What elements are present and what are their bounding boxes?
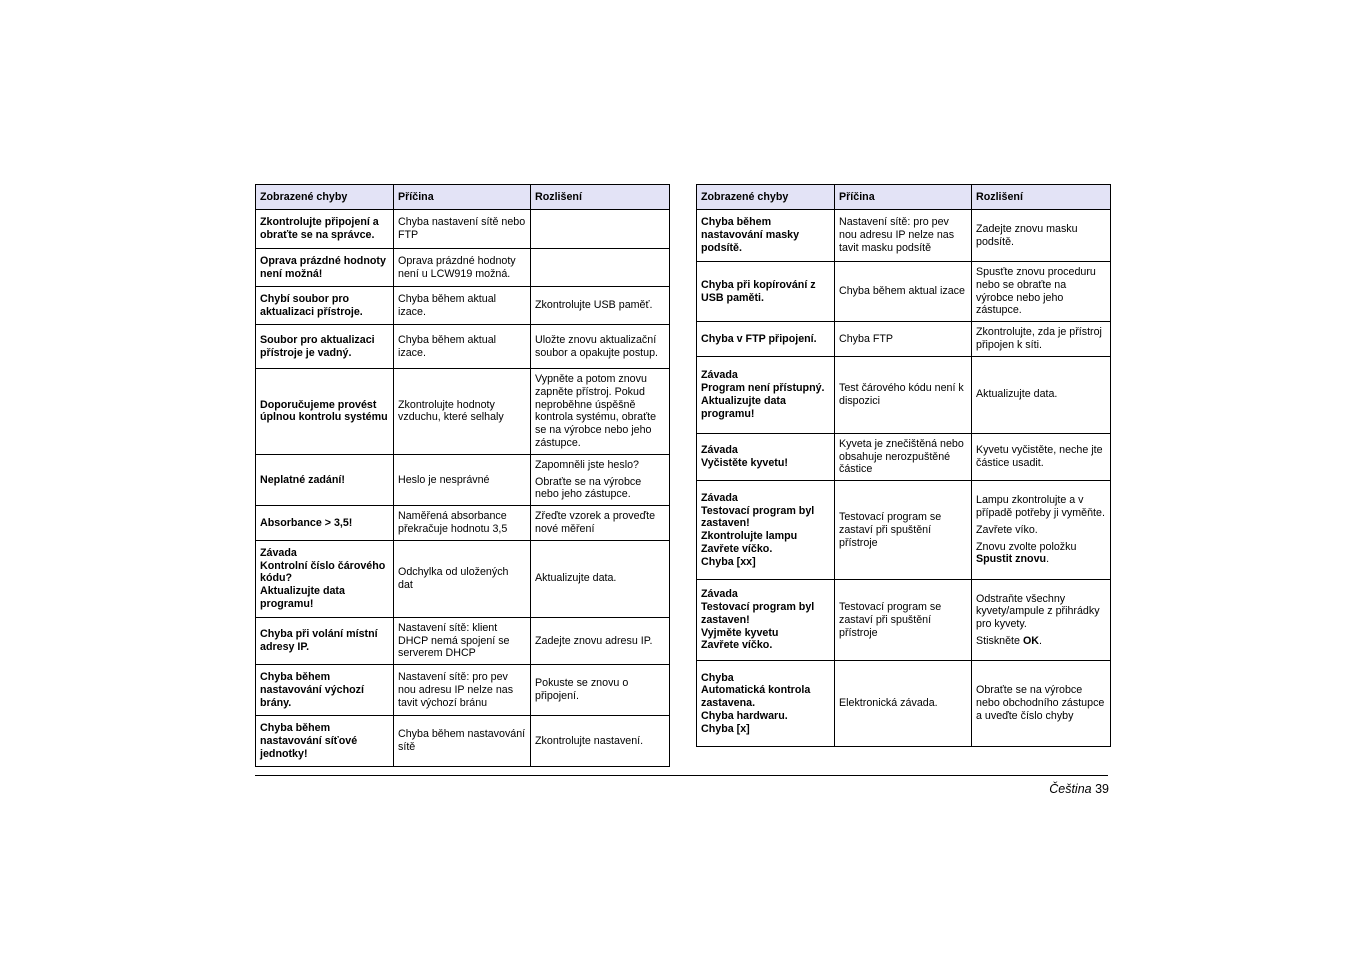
header-displayed-errors: Zobrazené chyby [256,185,394,210]
cell-text: Závada [701,588,738,601]
cell-text: Chyba [xx] [701,555,756,568]
cell-error [256,369,394,455]
cell-text: Obraťte se na výrobce nebo obchodního zástupce a uveďte číslo chyby [976,684,1105,723]
cell-text: Závada [701,491,738,504]
cell-text: Testovací program se zastaví při spuštění přístroje [839,510,942,549]
cell-text: Zapomněli jste heslo? [535,458,639,471]
cell-error [697,580,835,661]
cell-resolution [531,210,670,249]
cell-cause [835,210,972,262]
cell-text: Chyba hardwaru. [701,710,788,723]
table-header-row [697,185,1111,210]
cell-error [256,325,394,369]
cell-cause [394,617,531,664]
header-displayed-errors: Zobrazené chyby [697,185,835,210]
cell-text: Spusťte znovu proceduru nebo se obraťte na výrobce nebo jeho zástupce. [976,266,1096,317]
cell-text: Uložte znovu aktualizační soubor a opakujte postup. [535,333,658,359]
cell-text: Soubor pro aktualizaci přístroje je vadný. [260,333,375,359]
error-table-left [255,184,670,767]
cell-text: Zkontrolujte nastavení. [535,734,644,747]
table-row [256,249,670,287]
cell-text: Aktualizujte data. [535,572,617,585]
cell-text: Oprava prázdné hodnoty není u LCW919 možná. [398,254,516,280]
cell-text: Chyba během nastavování výchozí brány. [260,670,364,709]
cell-text: Vyčistěte kyvetu! [701,456,788,469]
cell-resolution [531,454,670,505]
cell-text: Zavřete víko. [976,523,1038,536]
cell-error [697,356,835,433]
error-table-right [696,184,1111,747]
cell-cause [394,716,531,767]
cell-text: Závada [260,546,297,559]
cell-resolution [972,262,1111,322]
cell-text: Pokuste se znovu o připojení. [535,677,629,703]
cell-text: Chyba [701,671,734,684]
cell-text: Stiskněte OK. [976,634,1042,647]
cell-resolution [531,617,670,664]
cell-text: Program není přístupný. [701,381,825,394]
cell-text: Testovací program byl zastaven! [701,600,815,626]
cell-text: Chyba během aktual izace [839,285,965,298]
cell-text: Testovací program byl zastaven! [701,504,815,530]
cell-resolution [531,716,670,767]
cell-cause [835,481,972,580]
cell-cause [394,540,531,617]
cell-cause [835,322,972,357]
table-row [697,322,1111,357]
cell-text: Zadejte znovu adresu IP. [535,634,653,647]
cell-text: Kyvetu vyčistěte, neche jte částice usadit. [976,444,1103,469]
cell-text: Chyba během nastavování sítě [398,728,526,754]
table-row [256,369,670,455]
table-row [697,580,1111,661]
cell-error [697,433,835,480]
cell-text: Chyba při volání místní adresy IP. [260,628,378,653]
cell-error [256,210,394,249]
cell-text: Zkontrolujte připojení a obraťte se na správce. [260,216,379,241]
cell-resolution [531,506,670,541]
cell-text: Zřeďte vzorek a proveďte nové měření [535,510,656,535]
cell-text: Zkontrolujte, zda je přístroj připojen k síti. [976,326,1102,351]
cell-text: Nastavení sítě: pro pev nou adresu IP nelze nas tavit masku podsítě [839,216,955,254]
cell-error [256,540,394,617]
cell-resolution [531,325,670,369]
table-row [697,481,1111,580]
cell-text: Nastavení sítě: pro pev nou adresu IP nelze nas tavit výchozí bránu [398,670,514,709]
cell-cause [835,580,972,661]
cell-text: Chyba během nastavování masky podsítě. [701,216,800,254]
cell-text: Doporučujeme provést úplnou kontrolu systému [260,398,388,424]
table-row [256,716,670,767]
cell-error [697,322,835,357]
header-cause: Příčina [394,185,531,210]
footer-language: Čeština [1049,782,1092,796]
cell-cause [394,249,531,287]
cell-text: Automatická kontrola zastavena. [701,684,811,710]
table-row [697,262,1111,322]
cell-text: Zkontrolujte USB paměť. [535,299,653,312]
cell-cause [835,433,972,480]
cell-text: Test čárového kódu není k dispozici [839,381,964,407]
table-row [697,433,1111,480]
cell-text: Lampu zkontrolujte a v případě potřeby ji vyměňte. [976,494,1105,519]
cell-error [256,287,394,325]
table-row [256,287,670,325]
table-row [256,210,670,249]
page-footer [255,782,1109,796]
cell-resolution [972,322,1111,357]
cell-text: Chyba během nastavování síťové jednotky! [260,721,358,760]
table-row [697,356,1111,433]
cell-cause [394,325,531,369]
table-body-right [697,210,1111,747]
footer-page-number: 39 [1095,782,1109,796]
table-row [256,506,670,541]
cell-text: Chyba [x] [701,722,750,735]
cell-cause [835,356,972,433]
cell-resolution [531,249,670,287]
cell-text: Elektronická závada. [839,697,938,710]
cell-text: Chyba FTP [839,332,894,345]
cell-error [256,249,394,287]
cell-error [697,661,835,747]
cell-cause [835,262,972,322]
cell-error [697,262,835,322]
cell-error [256,665,394,716]
cell-cause [394,369,531,455]
cell-text: Zadejte znovu masku podsítě. [976,222,1078,248]
cell-resolution [531,665,670,716]
cell-resolution [972,661,1111,747]
table-row [697,210,1111,262]
table-row [256,454,670,505]
cell-cause [394,454,531,505]
header-cause: Příčina [835,185,972,210]
table-row [697,661,1111,747]
cell-text: Odstraňte všechny kyvety/ampule z přihrádky pro kyvety. [976,592,1100,631]
cell-text: Obraťte se na výrobce nebo jeho zástupce. [535,475,642,501]
cell-text: Odchylka od uložených dat [398,565,509,591]
cell-text: Zavřete víčko. [701,639,773,652]
cell-text: Testovací program se zastaví při spuštění přístroje [839,600,942,639]
cell-resolution [531,369,670,455]
cell-text: Oprava prázdné hodnoty není možná! [260,254,386,280]
cell-resolution [972,580,1111,661]
table-row [256,540,670,617]
footer-rule [255,775,1108,776]
cell-cause [394,665,531,716]
cell-resolution [972,433,1111,480]
cell-text: Aktualizujte data programu! [260,585,345,610]
cell-text: Zkontrolujte lampu [701,530,798,543]
cell-text: Neplatné zadání! [260,473,345,486]
cell-resolution [531,540,670,617]
cell-cause [394,506,531,541]
cell-text: Závada [701,369,738,382]
cell-text: Chybí soubor pro aktualizaci přístroje. [260,292,363,318]
cell-error [697,210,835,262]
table-row [256,617,670,664]
cell-error [256,454,394,505]
cell-text: Chyba nastavení sítě nebo FTP [398,216,526,241]
cell-text: Závada [701,444,738,457]
cell-text: Zkontrolujte hodnoty vzduchu, které selhaly [398,398,504,424]
cell-error [256,506,394,541]
cell-error [697,481,835,580]
cell-text: Zavřete víčko. [701,542,773,555]
header-resolution: Rozlišení [531,185,670,210]
cell-text: Aktualizujte data programu! [701,394,786,420]
cell-text: Chyba během aktual izace. [398,292,497,318]
cell-text: Kontrolní číslo čárového kódu? [260,559,386,585]
cell-text: Kyveta je znečištěná nebo obsahuje nerozpuštěné částice [839,437,964,476]
cell-text: Nastavení sítě: klient DHCP nemá spojení se serverem DHCP [398,621,510,660]
cell-text: Naměřená absorbance překračuje hodnotu 3,5 [398,510,508,535]
cell-text: Heslo je nesprávné [398,473,490,486]
cell-text: Vypněte a potom znovu zapněte přístroj. Pokud neproběhne úspěšně kontrola systému, obraťte se na výrobce nebo jeho zástupce. [535,373,657,449]
table-body-left [256,210,670,767]
cell-text: Aktualizujte data. [976,388,1058,401]
header-resolution: Rozlišení [972,185,1111,210]
cell-cause [835,661,972,747]
cell-text: Chyba při kopírování z USB paměti. [701,278,816,304]
cell-resolution [972,481,1111,580]
cell-resolution [531,287,670,325]
cell-text: Chyba během aktual izace. [398,333,497,359]
cell-text: Chyba v FTP připojení. [701,332,817,345]
cell-cause [394,210,531,249]
cell-text: Znovu zvolte položku Spustit znovu. [976,540,1077,566]
cell-resolution [972,210,1111,262]
cell-resolution [972,356,1111,433]
cell-error [256,617,394,664]
cell-cause [394,287,531,325]
cell-error [256,716,394,767]
cell-text: Vyjměte kyvetu [701,626,779,639]
table-header-row [256,185,670,210]
table-row [256,665,670,716]
cell-text: Absorbance > 3,5! [260,516,353,529]
table-row [256,325,670,369]
